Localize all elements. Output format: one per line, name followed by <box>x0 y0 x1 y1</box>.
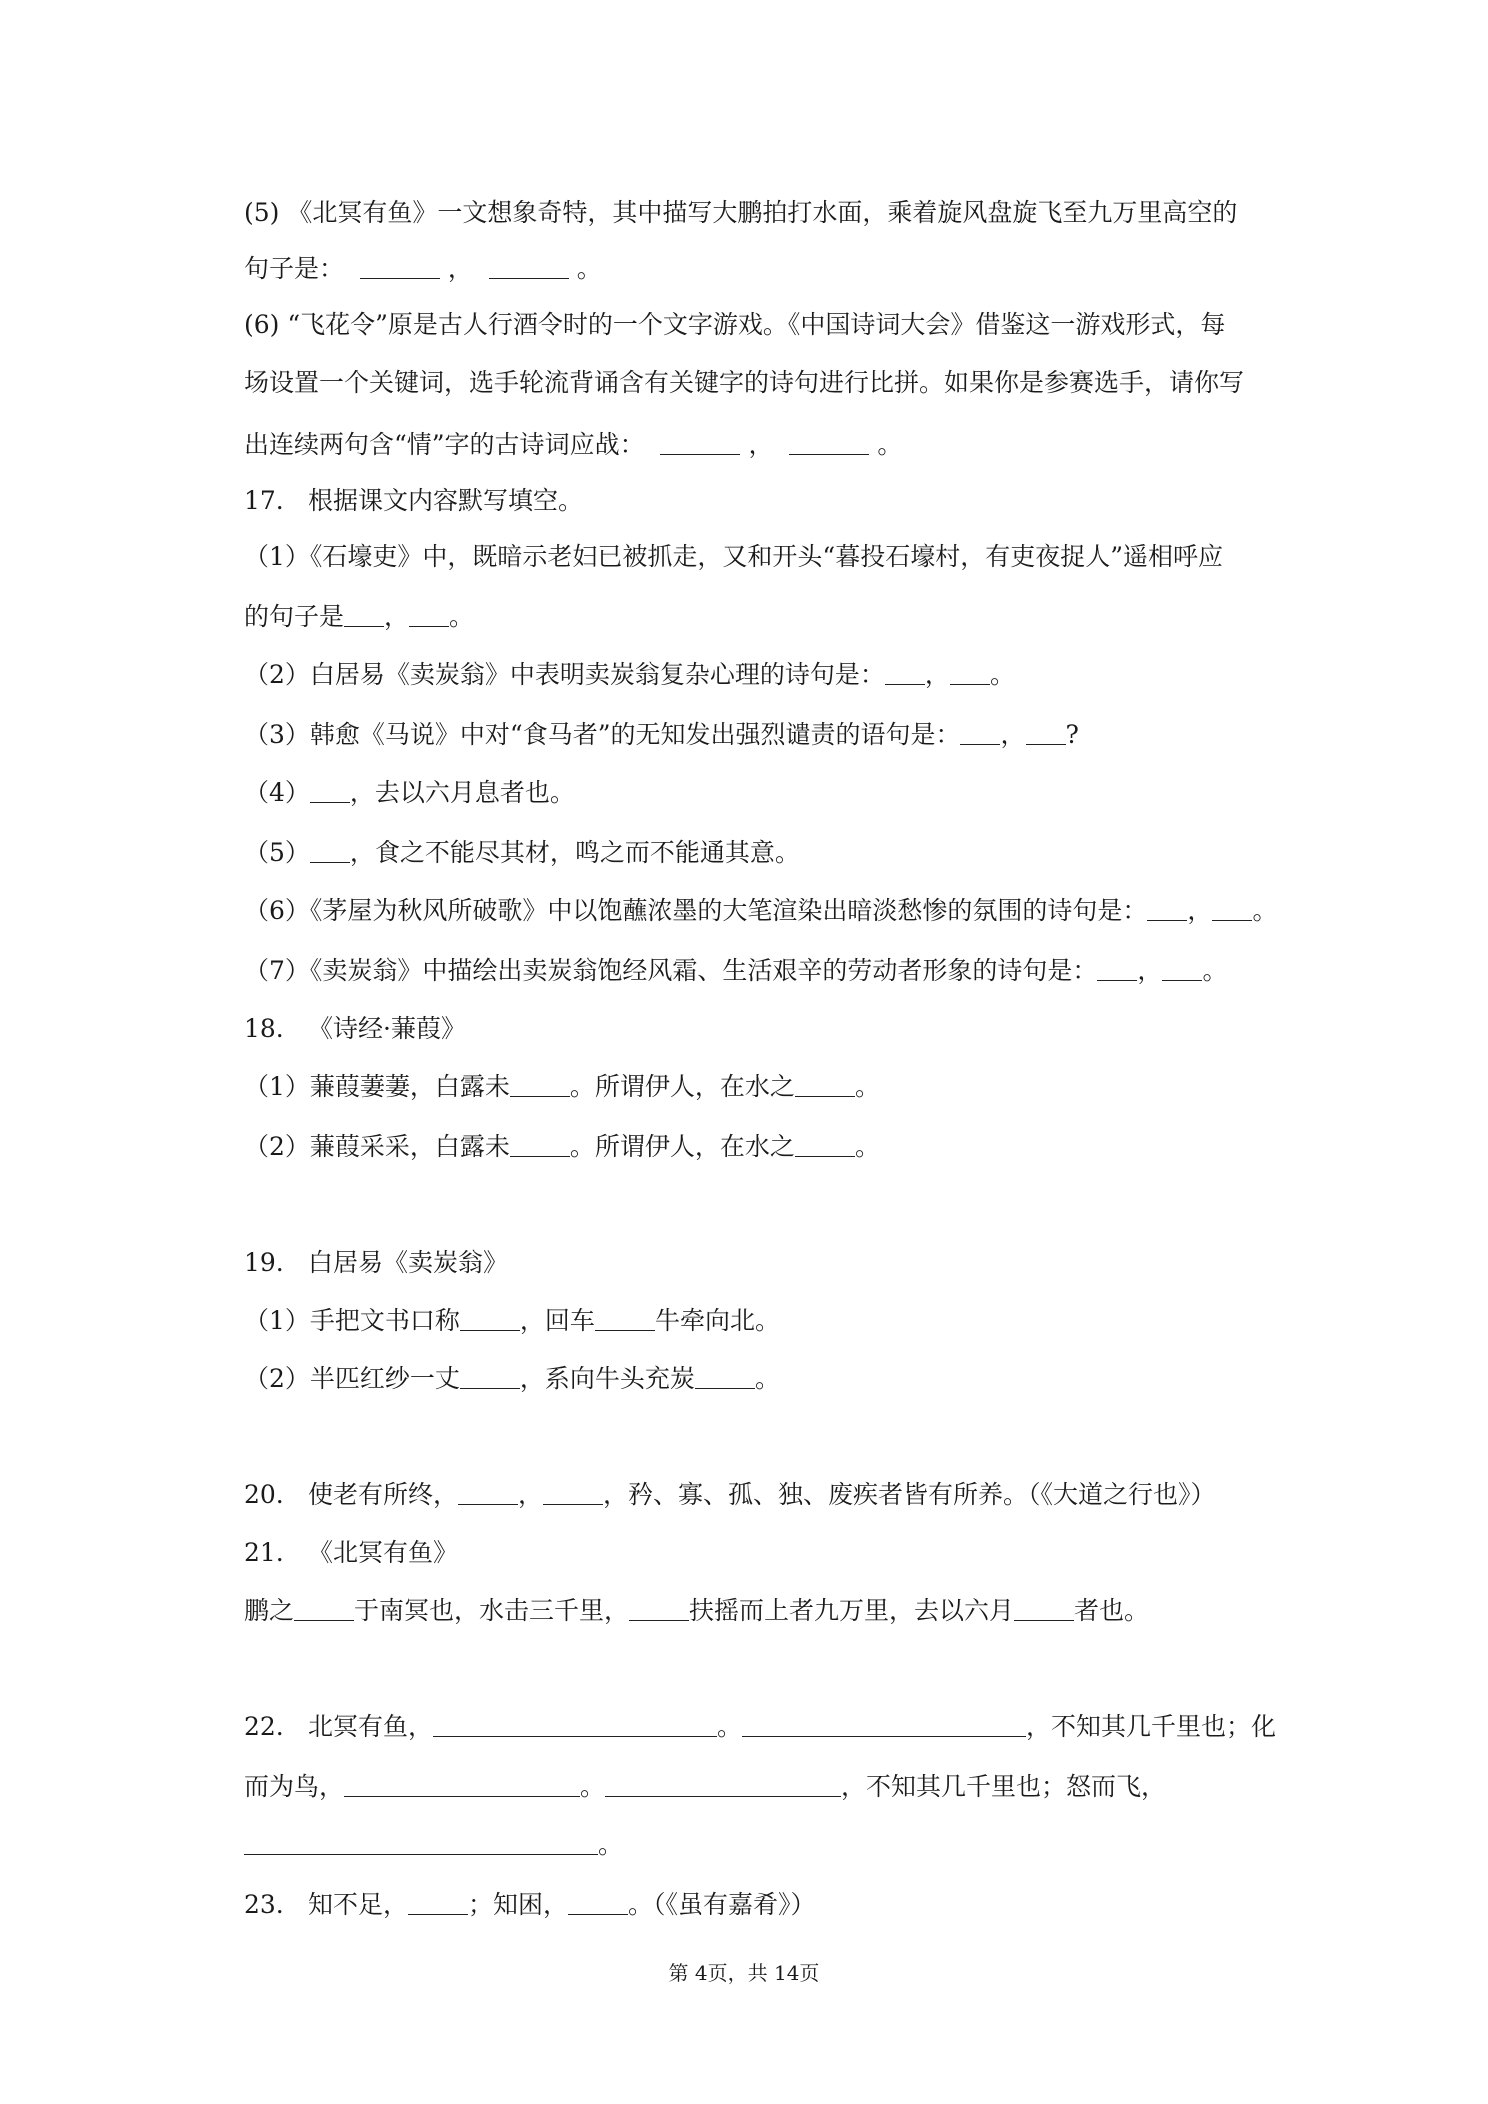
answer-blank[interactable] <box>1212 898 1252 921</box>
answer-blank[interactable] <box>543 1482 603 1505</box>
question-number: 22. <box>244 1712 284 1741</box>
answer-blank[interactable] <box>489 256 569 279</box>
question-number: 23. <box>244 1890 284 1919</box>
q17-item5: （5） ，食之不能尽其材，鸣之而不能通其意。 <box>244 838 800 867</box>
answer-blank[interactable] <box>310 780 350 803</box>
q6-line3: 出连续两句含“情”字的古诗词应战： ， 。 <box>244 430 903 459</box>
q20-line: 20. 使老有所终， ， ，矜、寡、孤、独、废疾者皆有所养。（《大道之行也》） <box>244 1478 1216 1512</box>
q21-line: 鹏之 于南冥也，水击三千里， 扶摇而上者九万里，去以六月 者也。 <box>244 1596 1150 1625</box>
answer-blank[interactable] <box>409 604 449 627</box>
answer-blank[interactable] <box>695 1366 755 1389</box>
answer-blank[interactable] <box>510 1134 570 1157</box>
q19-heading: 19. 白居易《卖炭翁》 <box>244 1246 508 1280</box>
answer-blank[interactable] <box>1162 958 1202 981</box>
q22-line1: 22. 北冥有鱼， 。 ，不知其几千里也；化 <box>244 1710 1276 1744</box>
question-number: 21. <box>244 1538 284 1567</box>
answer-blank[interactable] <box>360 256 440 279</box>
answer-blank[interactable] <box>795 1074 855 1097</box>
q6-line1: (6) “飞花令”原是古人行酒令时的一个文字游戏。《中国诗词大会》借鉴这一游戏形式，每 <box>244 310 1226 339</box>
answer-blank[interactable] <box>742 1714 1026 1737</box>
answer-blank[interactable] <box>460 1366 520 1389</box>
q17-heading: 17. 根据课文内容默写填空。 <box>244 484 583 518</box>
q22-line2: 而为鸟， 。 ，不知其几千里也；怒而飞， <box>244 1772 1167 1801</box>
answer-blank[interactable] <box>344 604 384 627</box>
page-footer: 第 4页，共 14页 <box>668 1961 820 1985</box>
q5-line1: (5) 《北冥有鱼》一文想象奇特，其中描写大鹏拍打水面，乘着旋风盘旋飞至九万里高空的 <box>244 198 1238 227</box>
q6-line2: 场设置一个关键词，选手轮流背诵含有关键字的诗句进行比拼。如果你是参赛选手，请你写 <box>244 368 1245 397</box>
answer-blank[interactable] <box>795 1134 855 1157</box>
answer-blank[interactable] <box>244 1832 598 1855</box>
q18-heading: 18. 《诗经·蒹葭》 <box>244 1012 466 1046</box>
q19-item2: （2）半匹红纱一丈 ，系向牛头充炭 。 <box>244 1364 780 1393</box>
answer-blank[interactable] <box>605 1774 841 1797</box>
q5-line2: 句子是： ， 。 <box>244 254 602 283</box>
question-number: 18. <box>244 1014 284 1043</box>
answer-blank[interactable] <box>660 432 740 455</box>
answer-blank[interactable] <box>789 432 869 455</box>
answer-blank[interactable] <box>1014 1598 1074 1621</box>
answer-blank[interactable] <box>1026 722 1066 745</box>
q17-item1-line2: 的句子是 ， 。 <box>244 602 475 631</box>
q19-item1: （1）手把文书口称 ，回车 牛牵向北。 <box>244 1306 780 1335</box>
answer-blank[interactable] <box>310 840 350 863</box>
answer-blank[interactable] <box>960 722 1000 745</box>
question-number: 19. <box>244 1248 284 1277</box>
q17-item2: （2）白居易《卖炭翁》中表明卖炭翁复杂心理的诗句是： ， 。 <box>244 660 1015 689</box>
answer-blank[interactable] <box>1147 898 1187 921</box>
q22-line3: 。 <box>244 1828 623 1862</box>
q23-line: 23. 知不足， ；知困， 。（《虽有嘉肴》） <box>244 1888 816 1922</box>
q17-item6: （6）《茅屋为秋风所破歌》中以饱蘸浓墨的大笔渲染出暗淡愁惨的氛围的诗句是： ， 。 <box>244 896 1278 925</box>
answer-blank[interactable] <box>458 1482 518 1505</box>
q17-item7: （7）《卖炭翁》中描绘出卖炭翁饱经风霜、生活艰辛的劳动者形象的诗句是： ， 。 <box>244 956 1228 985</box>
answer-blank[interactable] <box>460 1308 520 1331</box>
answer-blank[interactable] <box>408 1892 468 1915</box>
answer-blank[interactable] <box>950 662 990 685</box>
q18-item2: （2）蒹葭采采，白露未 。所谓伊人，在水之 。 <box>244 1132 880 1161</box>
q17-item1-line1: （1）《石壕吏》中，既暗示老妇已被抓走，又和开头“暮投石壕村，有吏夜捉人”遥相呼应 <box>244 542 1223 571</box>
answer-blank[interactable] <box>595 1308 655 1331</box>
q21-heading: 21. 《北冥有鱼》 <box>244 1536 458 1570</box>
q17-item4: （4） ，去以六月息者也。 <box>244 778 575 807</box>
question-number: 17. <box>244 486 284 515</box>
answer-blank[interactable] <box>294 1598 354 1621</box>
answer-blank[interactable] <box>885 662 925 685</box>
answer-blank[interactable] <box>629 1598 689 1621</box>
answer-blank[interactable] <box>433 1714 717 1737</box>
q18-item1: （1）蒹葭萋萋，白露未 。所谓伊人，在水之 。 <box>244 1072 880 1101</box>
answer-blank[interactable] <box>1097 958 1137 981</box>
answer-blank[interactable] <box>510 1074 570 1097</box>
question-number: 20. <box>244 1480 284 1509</box>
q17-item3: （3）韩愈《马说》中对“食马者”的无知发出强烈谴责的语句是： ， ? <box>244 720 1079 749</box>
answer-blank[interactable] <box>344 1774 580 1797</box>
answer-blank[interactable] <box>568 1892 628 1915</box>
